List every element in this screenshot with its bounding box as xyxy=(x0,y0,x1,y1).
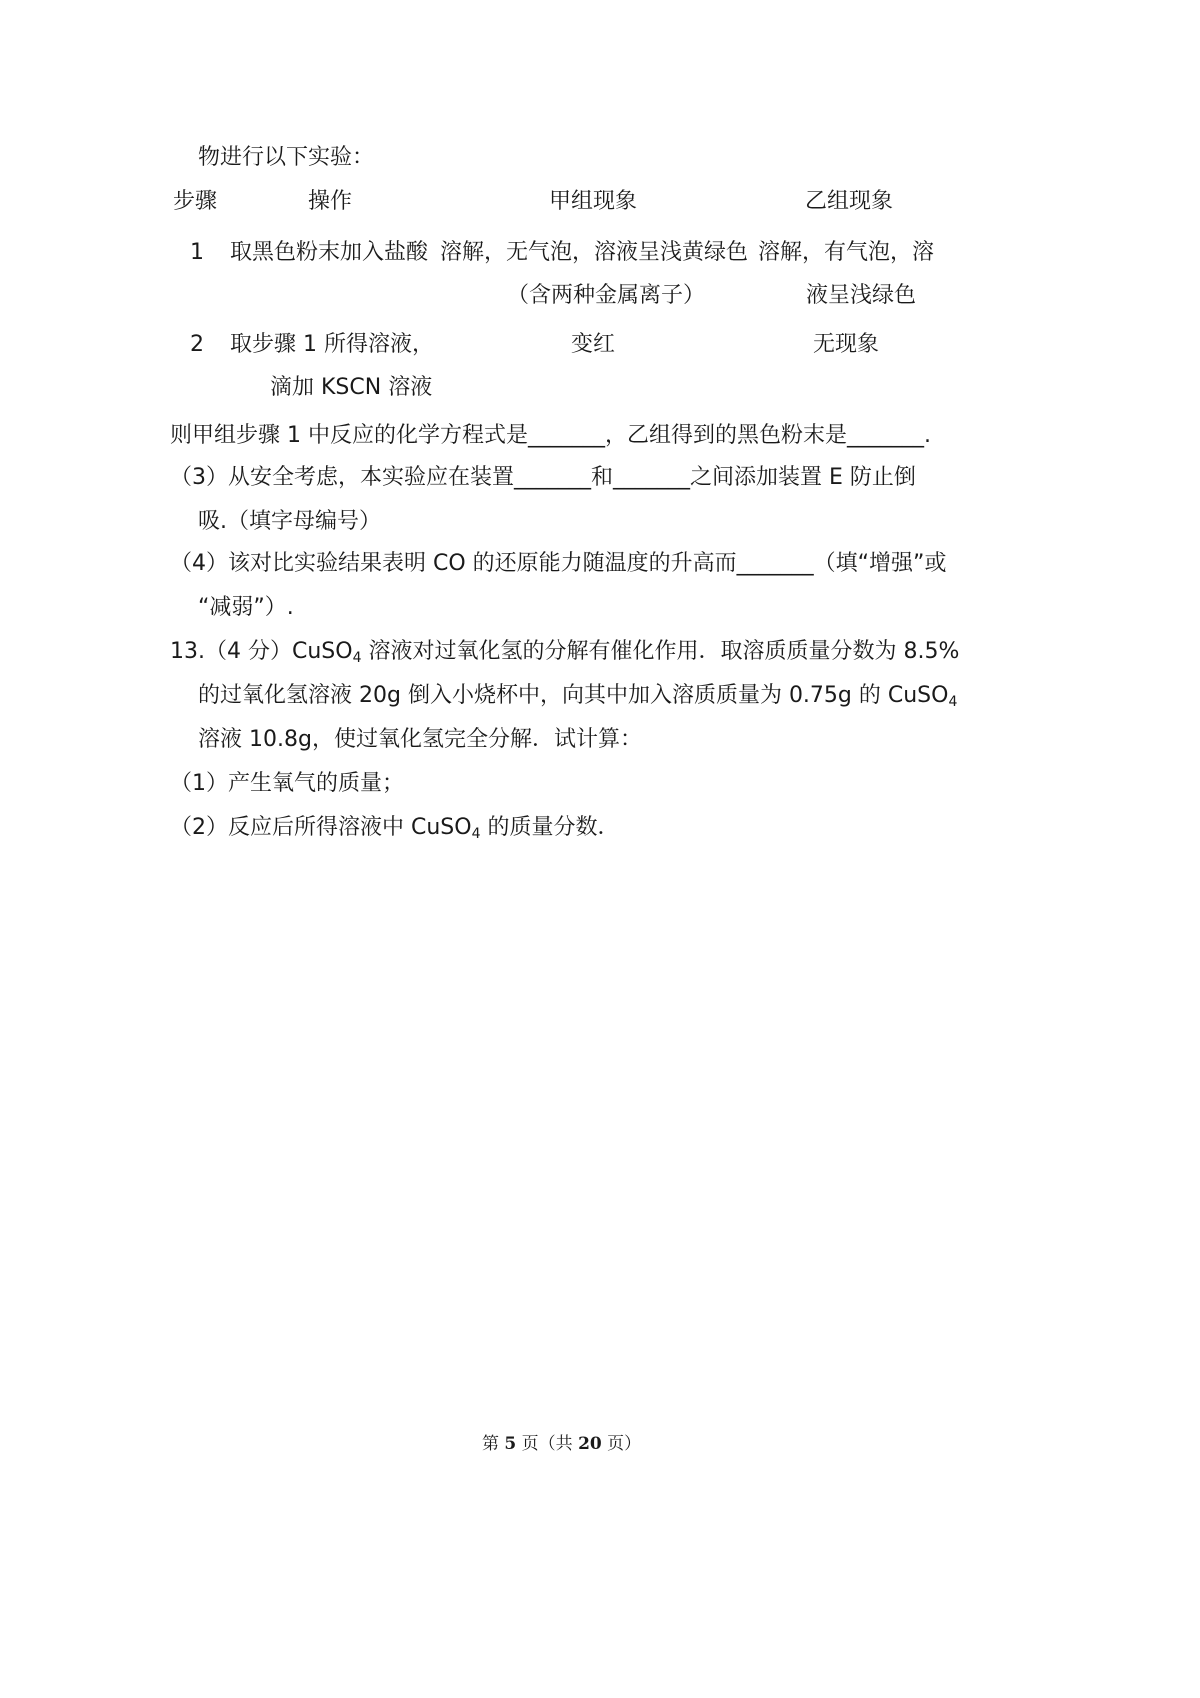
table-row-1-step: 1 xyxy=(190,240,204,265)
question-line-equation: 则甲组步骤 1 中反应的化学方程式是_______，乙组得到的黑色粉末是_______. xyxy=(170,423,931,448)
table-header-step: 步骤 xyxy=(173,189,218,214)
question-3-line2: 吸.（填字母编号） xyxy=(198,509,381,534)
subscript-4: 4 xyxy=(471,826,481,842)
footer-mid: 页（共 xyxy=(516,1434,579,1454)
question-4-line2: “减弱”）. xyxy=(198,595,294,620)
q13-line1-post: 溶液对过氧化氢的分解有催化作用．取溶质质量分数为 8.5% xyxy=(368,639,960,664)
q13-line2-pre: 的过氧化氢溶液 20g 倒入小烧杯中，向其中加入溶质质量为 0.75g 的 CuSO xyxy=(198,683,949,708)
question-13-line1 xyxy=(170,636,959,668)
subscript-4: 4 xyxy=(948,694,958,710)
intro-text: 物进行以下实验： xyxy=(198,145,375,170)
question-13-part1: （1）产生氧气的质量； xyxy=(170,771,404,796)
q13-part2-post: 的质量分数． xyxy=(487,815,620,840)
table-row-1-operation: 取黑色粉末加入盐酸 xyxy=(230,240,429,265)
table-row-2-group-b: 无现象 xyxy=(813,332,880,357)
table-header-group-a: 甲组现象 xyxy=(549,189,638,214)
question-4-line1: （4）该对比实验结果表明 CO 的还原能力随温度的升高而_______（填“增强”或 xyxy=(170,551,947,576)
table-row-1-group-b-line1: 溶解，有气泡，溶 xyxy=(758,240,935,265)
subscript-4: 4 xyxy=(352,650,362,666)
footer-prefix: 第 xyxy=(482,1434,505,1454)
question-13-line3: 溶液 10.8g，使过氧化氢完全分解．试计算： xyxy=(198,727,642,752)
table-row-1-group-a-line1: 溶解，无气泡，溶液呈浅黄绿色 xyxy=(440,240,749,265)
question-3-line1: （3）从安全考虑，本实验应在装置_______和_______之间添加装置 E 防止倒 xyxy=(170,465,916,490)
table-row-2-operation-line2: 滴加 KSCN 溶液 xyxy=(270,375,433,400)
table-header-group-b: 乙组现象 xyxy=(805,189,894,214)
q13-line1-pre: 13.（4 分）CuSO xyxy=(170,639,353,664)
table-row-1-group-b-line2: 液呈浅绿色 xyxy=(806,283,917,308)
table-header-operation: 操作 xyxy=(308,189,353,214)
q13-part2-pre: （2）反应后所得溶液中 CuSO xyxy=(170,815,472,840)
table-row-1-group-a-line2: （含两种金属离子） xyxy=(507,283,706,308)
footer-suffix: 页） xyxy=(601,1434,642,1454)
question-13-part2 xyxy=(170,812,620,844)
table-row-2-group-a: 变红 xyxy=(571,332,616,357)
page-footer xyxy=(482,1428,641,1460)
footer-total-pages: 20 xyxy=(578,1434,602,1454)
table-row-2-step: 2 xyxy=(190,332,204,357)
table-row-2-operation-line1: 取步骤 1 所得溶液， xyxy=(230,332,434,357)
question-13-line2 xyxy=(198,680,957,712)
footer-page-number: 5 xyxy=(504,1434,517,1454)
